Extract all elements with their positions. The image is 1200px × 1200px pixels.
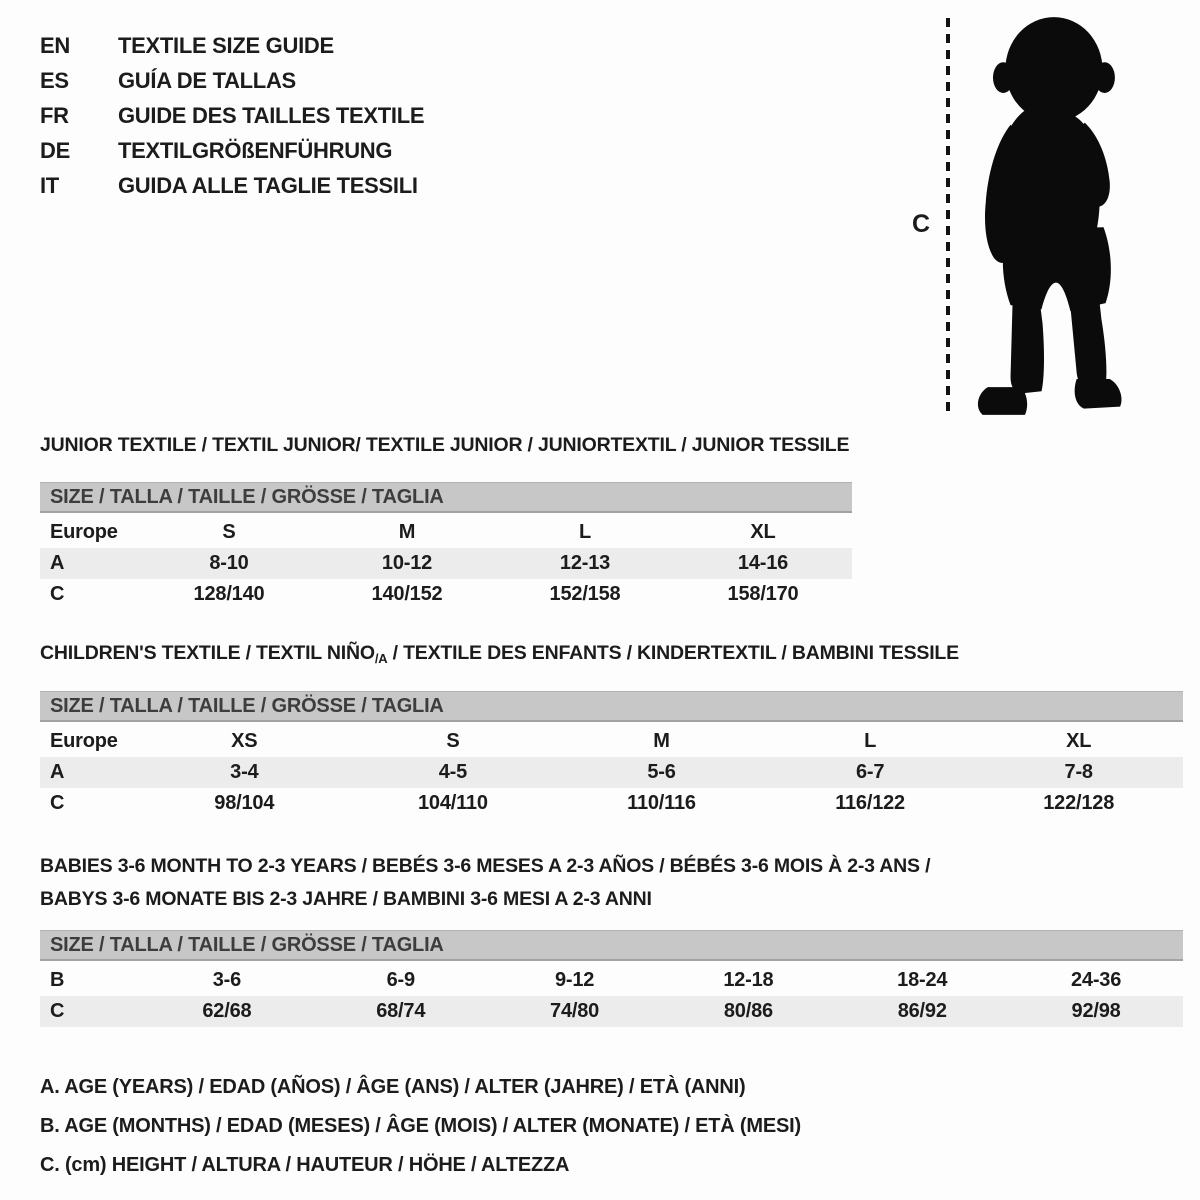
babies-section-title <box>40 850 930 916</box>
legend-line-c: C. (cm) HEIGHT / ALTURA / HAUTEUR / HÖHE / ALTEZZA <box>40 1154 570 1176</box>
size-col-header: L <box>864 730 877 752</box>
language-title: GUÍA DE TALLAS <box>118 67 296 93</box>
table-cell: 92/98 <box>1071 1000 1121 1022</box>
row-label: C <box>50 1000 65 1022</box>
legend-line-a: A. AGE (YEARS) / EDAD (AÑOS) / ÂGE (ANS) / ALTER (JAHRE) / ETÀ (ANNI) <box>40 1076 746 1098</box>
table-cell: 24-36 <box>1070 969 1122 991</box>
language-title: GUIDE DES TAILLES TEXTILE <box>118 102 425 128</box>
junior-section-title: JUNIOR TEXTILE / TEXTIL JUNIOR/ TEXTILE JUNIOR / JUNIORTEXTIL / JUNIOR TESSILE <box>40 434 850 456</box>
size-col-header: M <box>653 730 670 752</box>
language-code: DE <box>40 137 70 163</box>
children-size-table <box>40 691 1183 819</box>
table-cell: 4-5 <box>438 761 468 783</box>
babies-title-line2: BABYS 3-6 MONATE BIS 2-3 JAHRE / BAMBINI 3-6 MESI A 2-3 ANNI <box>40 888 652 910</box>
size-header-band: SIZE / TALLA / TAILLE / GRÖSSE / TAGLIA <box>40 482 852 513</box>
table-row-b <box>40 965 1183 996</box>
size-col-header: XL <box>1066 730 1092 752</box>
language-row-it <box>40 168 424 203</box>
table-cell: 10-12 <box>381 552 433 574</box>
table-cell: 128/140 <box>193 583 265 605</box>
table-cell: 158/170 <box>727 583 799 605</box>
size-header-band: SIZE / TALLA / TAILLE / GRÖSSE / TAGLIA <box>40 930 1183 961</box>
size-col-header: M <box>398 521 416 543</box>
table-row-c <box>40 579 852 610</box>
language-title: TEXTILE SIZE GUIDE <box>118 32 334 58</box>
language-code: FR <box>40 102 69 128</box>
children-title-rest: / TEXTILE DES ENFANTS / KINDERTEXTIL / BAMBINI TESSILE <box>387 642 959 664</box>
size-col-header: L <box>578 521 592 543</box>
size-col-header: S <box>222 521 236 543</box>
babies-title-line1: BABIES 3-6 MONTH TO 2-3 YEARS / BEBÉS 3-6 MESES A 2-3 AÑOS / BÉBÉS 3-6 MOIS À 2-3 ANS / <box>40 855 931 877</box>
babies-size-table <box>40 930 1183 1027</box>
language-row-es <box>40 63 424 98</box>
table-row-a <box>40 548 852 579</box>
size-col-header: S <box>446 730 460 752</box>
row-label: A <box>50 761 65 783</box>
language-code: IT <box>40 172 59 198</box>
region-label: Europe <box>50 521 118 543</box>
language-title: GUIDA ALLE TAGLIE TESSILI <box>118 172 418 198</box>
table-cell: 9-12 <box>554 969 595 991</box>
table-cell: 104/110 <box>417 792 488 814</box>
language-title: TEXTILGRÖßENFÜHRUNG <box>118 137 393 163</box>
language-row-de <box>40 133 424 168</box>
height-measure-label: C <box>911 210 931 238</box>
table-cell: 110/116 <box>627 792 696 814</box>
row-label: C <box>50 792 65 814</box>
table-cell: 5-6 <box>647 761 676 783</box>
measurement-legend <box>40 1068 801 1185</box>
junior-size-table <box>40 482 852 610</box>
table-cell: 18-24 <box>897 969 948 991</box>
table-cell: 98/104 <box>214 792 275 814</box>
table-cell: 7-8 <box>1064 761 1093 783</box>
size-header-band: SIZE / TALLA / TAILLE / GRÖSSE / TAGLIA <box>40 691 1183 722</box>
table-cell: 80/86 <box>723 1000 773 1022</box>
children-title-subscript: /A <box>374 651 388 666</box>
children-section-title <box>40 642 959 666</box>
language-row-en <box>40 28 424 63</box>
table-cell: 62/68 <box>202 1000 252 1022</box>
table-cell: 116/122 <box>835 792 905 814</box>
table-cell: 8-10 <box>209 552 249 574</box>
table-cell: 86/92 <box>897 1000 947 1022</box>
junior-table-body <box>40 517 852 610</box>
table-row-c <box>40 996 1183 1027</box>
table-cell: 12-18 <box>723 969 774 991</box>
legend-line-b: B. AGE (MONTHS) / EDAD (MESES) / ÂGE (MOIS) / ALTER (MONATE) / ETÀ (MESI) <box>40 1115 801 1137</box>
table-row-c <box>40 788 1183 819</box>
language-code: EN <box>40 32 70 58</box>
table-cell: 3-6 <box>212 969 242 991</box>
table-header-row <box>40 517 852 548</box>
table-cell: 122/128 <box>1043 792 1115 814</box>
babies-table-body <box>40 965 1183 1027</box>
table-cell: 152/158 <box>549 583 621 605</box>
language-code: ES <box>40 67 69 93</box>
language-list <box>40 28 424 203</box>
height-dashed-line <box>946 18 950 416</box>
table-cell: 140/152 <box>371 583 443 605</box>
region-label: Europe <box>50 730 118 752</box>
language-row-fr <box>40 98 424 133</box>
toddler-silhouette-icon <box>963 12 1149 422</box>
row-label: A <box>50 552 65 574</box>
table-cell: 14-16 <box>737 552 789 574</box>
children-table-body <box>40 726 1183 819</box>
row-label: C <box>50 583 65 605</box>
table-cell: 6-9 <box>386 969 415 991</box>
table-cell: 12-13 <box>559 552 611 574</box>
size-col-header: XS <box>231 730 258 752</box>
row-label: B <box>50 969 65 991</box>
size-col-header: XL <box>750 521 776 543</box>
table-cell: 74/80 <box>550 1000 600 1022</box>
table-row-a <box>40 757 1183 788</box>
table-header-row <box>40 726 1183 757</box>
children-title-main: CHILDREN'S TEXTILE / TEXTIL NIÑO <box>40 642 375 664</box>
table-cell: 3-4 <box>230 761 259 783</box>
table-cell: 68/74 <box>376 1000 426 1022</box>
table-cell: 6-7 <box>855 761 885 783</box>
